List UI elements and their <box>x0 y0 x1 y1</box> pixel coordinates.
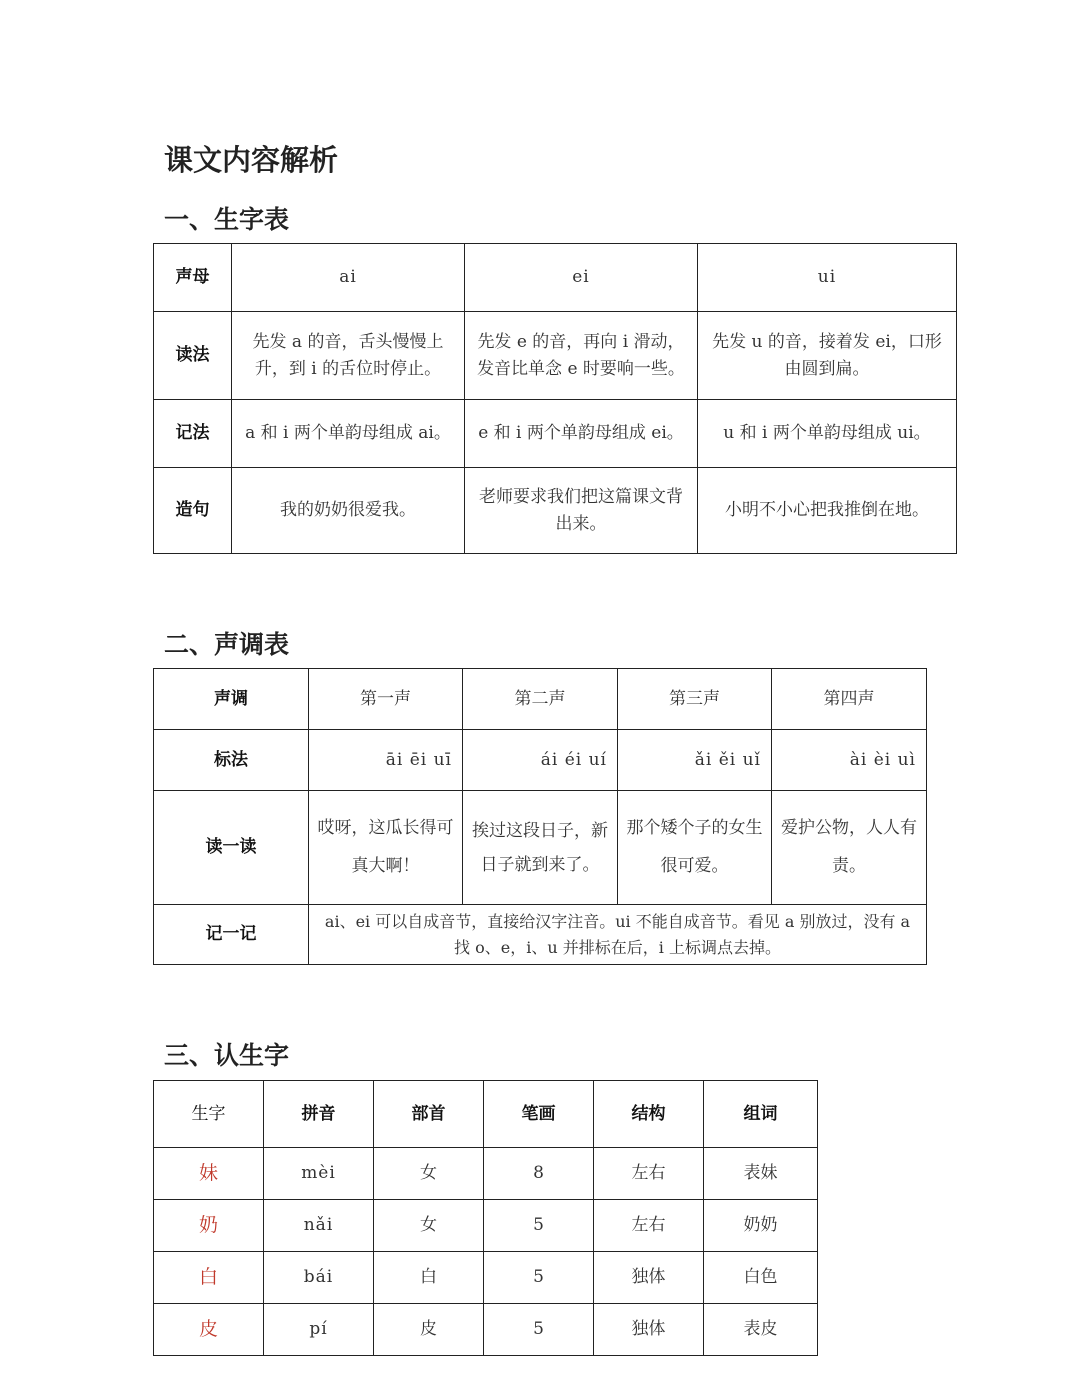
sentence-ui: 小明不小心把我推倒在地。 <box>698 468 957 554</box>
memo-text: ai、ei 可以自成音节，直接给汉字注音。ui 不能自成音节。看见 a 别放过，没有 a 找 o、e，i、u 并排标在后，i 上标调点去掉。 <box>309 905 927 965</box>
section3-heading: 三、认生字 <box>164 1041 290 1070</box>
characters-table <box>153 1080 818 1356</box>
header-words: 组词 <box>704 1081 818 1148</box>
tone-table <box>153 668 927 965</box>
tone-1: 第一声 <box>309 669 463 730</box>
pinyin: pí <box>264 1304 374 1356</box>
reading-2: 挨过这段日子，新日子就到来了。 <box>463 791 618 905</box>
radical: 女 <box>374 1148 484 1200</box>
structure: 左右 <box>594 1200 704 1252</box>
section2-heading: 二、声调表 <box>164 630 290 659</box>
strokes: 5 <box>484 1200 594 1252</box>
pinyin: bái <box>264 1252 374 1304</box>
header-pinyin: 拼音 <box>264 1081 374 1148</box>
header-character: 生字 <box>154 1081 264 1148</box>
marks-1: āi ēi uī <box>309 730 463 791</box>
header-structure: 结构 <box>594 1081 704 1148</box>
row-label-tone: 声调 <box>154 669 309 730</box>
tone-4: 第四声 <box>772 669 927 730</box>
reading-4: 爱护公物，人人有责。 <box>772 791 927 905</box>
col-ai: ai <box>232 244 465 312</box>
strokes: 8 <box>484 1148 594 1200</box>
header-strokes: 笔画 <box>484 1081 594 1148</box>
read-ei: 先发 e 的音，再向 i 滑动，发音比单念 e 时要响一些。 <box>465 312 698 400</box>
row-label-initial: 声母 <box>154 244 232 312</box>
structure: 独体 <box>594 1304 704 1356</box>
reading-3: 那个矮个子的女生很可爱。 <box>618 791 772 905</box>
reading-1: 哎呀，这瓜长得可真大啊！ <box>309 791 463 905</box>
page-title: 课文内容解析 <box>164 143 339 177</box>
table-row <box>154 1200 818 1252</box>
section1-heading: 一、生字表 <box>164 205 290 234</box>
read-ui: 先发 u 的音，接着发 ei，口形由圆到扁。 <box>698 312 957 400</box>
header-radical: 部首 <box>374 1081 484 1148</box>
marks-3: ǎi ěi uǐ <box>618 730 772 791</box>
character: 妹 <box>154 1148 264 1200</box>
tone-2: 第二声 <box>463 669 618 730</box>
structure: 左右 <box>594 1148 704 1200</box>
table-row <box>154 1252 818 1304</box>
read-ai: 先发 a 的音，舌头慢慢上升，到 i 的舌位时停止。 <box>232 312 465 400</box>
row-label-read: 读法 <box>154 312 232 400</box>
remember-ai: a 和 i 两个单韵母组成 ai。 <box>232 400 465 468</box>
marks-4: ài èi uì <box>772 730 927 791</box>
words: 奶奶 <box>704 1200 818 1252</box>
col-ei: ei <box>465 244 698 312</box>
structure: 独体 <box>594 1252 704 1304</box>
character: 皮 <box>154 1304 264 1356</box>
sentence-ei: 老师要求我们把这篇课文背出来。 <box>465 468 698 554</box>
radical: 白 <box>374 1252 484 1304</box>
character: 奶 <box>154 1200 264 1252</box>
remember-ui: u 和 i 两个单韵母组成 ui。 <box>698 400 957 468</box>
tone-3: 第三声 <box>618 669 772 730</box>
marks-2: ái éi uí <box>463 730 618 791</box>
col-ui: ui <box>698 244 957 312</box>
words: 表皮 <box>704 1304 818 1356</box>
pinyin: mèi <box>264 1148 374 1200</box>
row-label-marks: 标法 <box>154 730 309 791</box>
strokes: 5 <box>484 1304 594 1356</box>
row-label-memo: 记一记 <box>154 905 309 965</box>
phonics-table <box>153 243 957 554</box>
words: 表妹 <box>704 1148 818 1200</box>
words: 白色 <box>704 1252 818 1304</box>
remember-ei: e 和 i 两个单韵母组成 ei。 <box>465 400 698 468</box>
radical: 女 <box>374 1200 484 1252</box>
radical: 皮 <box>374 1304 484 1356</box>
strokes: 5 <box>484 1252 594 1304</box>
table-row <box>154 1148 818 1200</box>
character: 白 <box>154 1252 264 1304</box>
row-label-sentence: 造句 <box>154 468 232 554</box>
row-label-readings: 读一读 <box>154 791 309 905</box>
sentence-ai: 我的奶奶很爱我。 <box>232 468 465 554</box>
row-label-remember: 记法 <box>154 400 232 468</box>
table-row <box>154 1304 818 1356</box>
pinyin: nǎi <box>264 1200 374 1252</box>
